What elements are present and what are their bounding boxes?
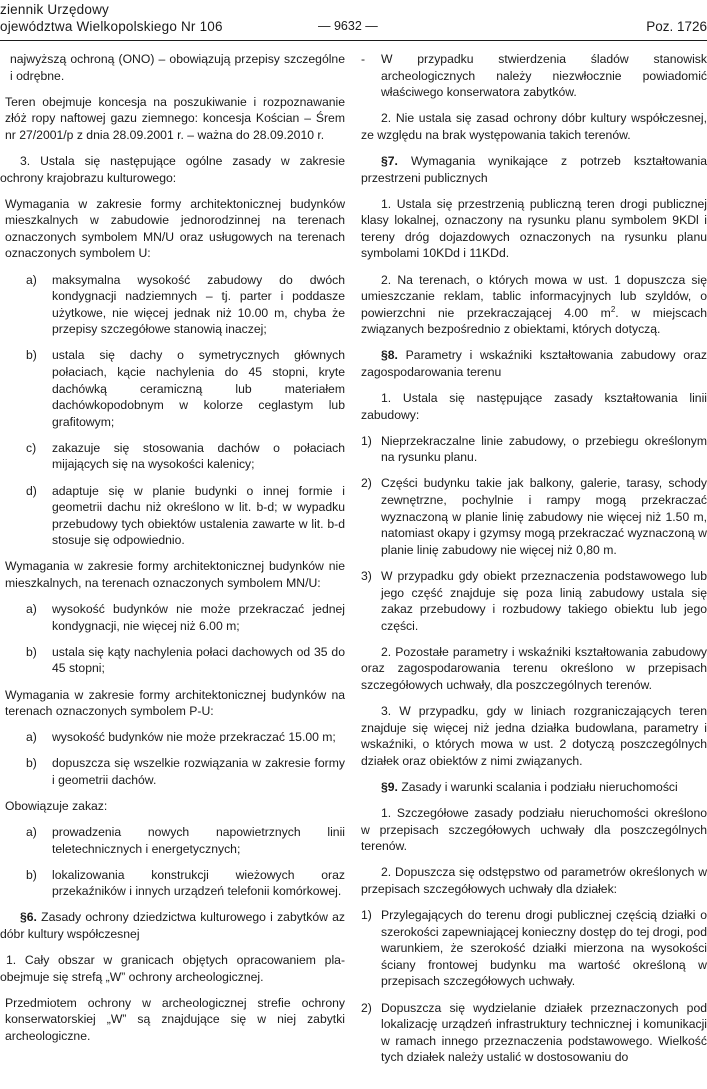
list-item: a) wysokość budynków nie może przekraczać jednej kondygnacji, nie więcej niż 6.00 m;	[26, 602, 345, 633]
list-item-text: Dopuszcza się wydzielanie działek przeznaczonych pod lokalizację urządzeń infrastruktury technicznej i komunikacji w ramach innego przeznaczenia podstawowego. Wielkość tych działek należy ustalić w dostosowaniu do	[381, 1000, 707, 1065]
paragraph: Teren obejmuje koncesja na poszukiwanie i rozpoznawanie złóż ropy naftowej gazu ziemnego: koncesja Kościan – Śrem nr 27/2001/p z dnia 28.09.2001 r. – ważna do 28.09.2010 r.	[5, 94, 345, 142]
section-number: §8.	[381, 348, 398, 363]
list-item-text: prowadzenia nowych napowietrznych linii teletechnicznych i energetycznych;	[52, 825, 345, 856]
list-marker: 2)	[361, 1000, 372, 1015]
list-item-text: zakazuje się stosowania dachów o połaciach mijających się na wysokości kalenicy;	[52, 440, 345, 472]
list-item-text: Nieprzekraczalne linie zabudowy, o przebiegu określonym na rysunku planu.	[381, 433, 707, 465]
list-item-text: ustala się kąty nachylenia połaci dachowych od 35 do 45 stopni;	[52, 644, 345, 676]
list-item	[0, 798, 345, 815]
list-item-text: lokalizowania konstrukcji wieżowych oraz przekaźników i innych urządzeń telefonii komórkowej.	[52, 867, 345, 899]
paragraph: 3. W przypadku, gdy w liniach rozgraniczających teren znajduje się więcej niż jedna działka budowlana, parametry i wskaźniki, o których mowa w ust. 2 dotyczą poszczególnych działek oraz obiektów z nimi związanych.	[361, 704, 707, 768]
list-item-text: Przedmiotem ochrony w archeologicznej strefie ochrony konserwatorskiej „W” są znajdujące się w niej zabytki archeologiczne.	[5, 995, 345, 1043]
list-item	[361, 907, 707, 990]
list-item-text: Wymagania w zakresie formy architektonicznej budynków mieszkalnych w zabudowie jednorodzinnej na terenach oznaczonych symbolem MN/U oraz usługowych na terenach oznaczonych symbolem U:	[5, 196, 345, 261]
section-heading	[361, 347, 707, 380]
list-item-text: W przypadku gdy obiekt przeznaczenia podstawowego lub jego część znajduje się poza linią zabudowy ustala się zakaz przebudowy i rozbudowy takiego obiektu lub jego części.	[381, 568, 707, 633]
list-item: b) ustala się dachy o symetrycznych głównych połaciach, kącie nachylenia do 45 stopni, kryte dachówką ceramiczną lub materiałem dachówkopodobnym w kolorze ceglastym lub grafitowym;	[26, 348, 345, 429]
list-item-text: Obowiązuje zakaz:	[5, 798, 108, 813]
list-item-text: adaptuje się w planie budynki o innej formie i geometrii dachu niż określono w lit. b-d; w wypadku przebudowy tych obiektów ustalenia zawarte w lit. b-d stosuje się odpowiednio.	[52, 483, 345, 548]
paragraph: 1. Ustala się przestrzenią publiczną teren drogi publicznej klasy lokalnej, oznaczony na rysunku planu symbolem 9KDl i tereny dróg dojazdowych oznaczonych na rysunku planu symbolami 10KDd i 11KDd.	[361, 196, 707, 261]
list-marker: 3)	[361, 568, 372, 583]
list-item-text: dopuszcza się wszelkie rozwiązania w zakresie formy i geometrii dachów.	[52, 756, 345, 787]
list-marker: 1)	[361, 433, 372, 448]
list-item	[361, 433, 707, 466]
section-heading	[0, 909, 345, 942]
paragraph: 1. Ustala się następujące zasady kształtowania linii zabudowy:	[361, 391, 707, 422]
list-item	[361, 51, 707, 101]
paragraph: 2. Pozostałe parametry i wskaźniki kształtowania zabudowy oraz zagospodarowania terenu określono w przepisach szczegółowych uchwały, dla poszczególnych terenów.	[361, 644, 707, 692]
list-item-text: Wymagania w zakresie formy architektonicznej budynków nie mieszkalnych, na terenach oznaczonych symbolem MN/U:	[5, 559, 345, 591]
list-item	[0, 558, 345, 591]
list-item	[0, 687, 345, 720]
list-item: b) dopuszcza się wszelkie rozwiązania w zakresie formy i geometrii dachów.	[26, 756, 345, 787]
section-number: §9.	[381, 779, 398, 794]
paragraph: 1. Szczegółowe zasady podziału nieruchomości określono w przepisach szczegółowych uchwały dla poszczególnych terenów.	[361, 806, 707, 854]
list-item	[0, 995, 345, 1045]
position-number: Poz. 1726	[646, 19, 707, 34]
paragraph: 1. Cały obszar w granicach objętych opracowaniem pla- obejmuje się strefą „W” ochrony archeologicznej.	[0, 953, 345, 984]
paragraph: 3. Ustala się następujące ogólne zasady w zakresie ochrony krajobrazu kulturowego:	[0, 153, 345, 185]
list-item-text: wysokość budynków nie może przekraczać 15.00 m;	[52, 730, 336, 745]
list-item-text: ustala się dachy o symetrycznych głównych połaciach, kącie nachylenia do 45 stopni, kryte dachówką ceramiczną lub materiałem dachówkopodobnym w kolorze ceglastym lub grafitowym;	[52, 348, 345, 429]
list-item-text: maksymalna wysokość zabudowy do dwóch kondygnacji nadziemnych – tj. parter i poddasze użytkowe, nie więcej jednak niż 10.00 m, chyba że przepisy szczegółowe stanowią inaczej;	[52, 272, 345, 337]
header-divider	[0, 40, 707, 41]
list-item: d) adaptuje się w planie budynki o innej formie i geometrii dachu niż określono w lit. b-d; w wypadku przebudowy tych obiektów ustalenia zawarte w lit. b-d stosuje się odpowiednio.	[26, 483, 345, 548]
list-item: a) maksymalna wysokość zabudowy do dwóch kondygnacji nadziemnych – tj. parter i poddasze użytkowe, nie więcej jednak niż 10.00 m, chyba że przepisy szczegółowe stanowią inaczej;	[26, 272, 345, 337]
list-marker: 1)	[361, 908, 372, 923]
section-number: §6.	[20, 910, 37, 925]
list-marker: 2)	[361, 476, 372, 491]
list-item	[361, 1000, 707, 1066]
list-item	[361, 475, 707, 558]
right-column	[361, 51, 707, 1075]
list-item-text: Wymagania w zakresie formy architektonicznej budynków na terenach oznaczonych symbolem P-U:	[5, 687, 345, 719]
paragraph	[361, 272, 707, 338]
left-column	[0, 51, 345, 1054]
list-item-text: Części budynku takie jak balkony, galerie, tarasy, schody zewnętrzne, pochylnie i rampy mogą przekraczać wyznaczoną w planie linię zabudowy nie więcej niż 1.50 m, natomiast okapy i gzymsy mogą przekraczać wyznaczoną w planie linię zabudowy nie więcej niż 0,80 m.	[381, 476, 707, 557]
list-item	[0, 196, 345, 262]
list-item	[0, 94, 345, 144]
section-title: Zasady ochrony dziedzictwa kulturowego i zabytków az dóbr kultury współczesnej	[0, 910, 345, 942]
paragraph-text: 2. Na terenach, o których mowa w ust. 1 dopuszcza się umieszczanie reklam, tablic informacyjnych lub szyldów, o powierzchni nie przekraczającej 4.00 m	[361, 272, 707, 320]
list-item-text: wysokość budynków nie może przekraczać jednej kondygnacji, nie więcej niż 6.00 m;	[52, 602, 345, 633]
paragraph: najwyższą ochroną (ONO) – obowiązują przepisy szczególne i odrębne.	[10, 52, 345, 83]
page-header	[0, 0, 707, 52]
list-item: c) zakazuje się stosowania dachów o połaciach mijających się na wysokości kalenicy;	[26, 440, 345, 472]
list-item: a) prowadzenia nowych napowietrznych linii teletechnicznych i energetycznych;	[26, 825, 345, 856]
list-item	[361, 568, 707, 634]
page-number: — 9632 —	[318, 19, 378, 33]
section-title: Parametry i wskaźniki kształtowania zabudowy oraz zagospodarowania terenu	[361, 348, 707, 379]
superscript: 2	[610, 304, 616, 314]
paragraph: 2. Dopuszcza się odstępstwo od parametrów określonych w przepisach szczegółowych uchwały dla działek:	[361, 865, 707, 896]
journal-subtitle: ojewództwa Wielkopolskiego Nr 106	[0, 19, 223, 34]
list-item: a) wysokość budynków nie może przekraczać 15.00 m;	[0, 729, 345, 746]
journal-title: ziennik Urzędowy	[0, 2, 109, 17]
section-title: Zasady i warunki scalania i podziału nieruchomości	[397, 779, 678, 794]
section-title: Wymagania wynikające z potrzeb kształtowania przestrzeni publicznych	[361, 153, 707, 185]
section-heading	[361, 779, 707, 796]
section-number: §7.	[381, 153, 398, 168]
paragraph-text: . w miejscach związanych bezpośrednio z obiektami, których dotyczą.	[361, 305, 707, 337]
list-item: b) ustala się kąty nachylenia połaci dachowych od 35 do 45 stopni;	[26, 644, 345, 676]
list-marker: -	[361, 52, 366, 66]
section-heading	[361, 153, 707, 186]
list-item-text: W przypadku stwierdzenia śladów stanowisk archeologicznych należy niezwłocznie powiadomić właściwego konserwatora zabytków.	[381, 52, 707, 100]
list-item: b) lokalizowania konstrukcji wieżowych oraz przekaźników i innych urządzeń telefonii komórkowej.	[26, 867, 345, 899]
list-item-text: Przylegających do terenu drogi publicznej częścią działki o szerokości zapewniającej konieczny dostęp do tej drogi, pod warunkiem, że szerokość działki mierzona na wysokości ściany frontowej budynku ma wartość określoną w przepisach szczegółowych uchwały.	[381, 908, 707, 989]
paragraph: 2. Nie ustala się zasad ochrony dóbr kultury współczesnej, ze względu na brak występowania takich terenów.	[361, 111, 707, 142]
